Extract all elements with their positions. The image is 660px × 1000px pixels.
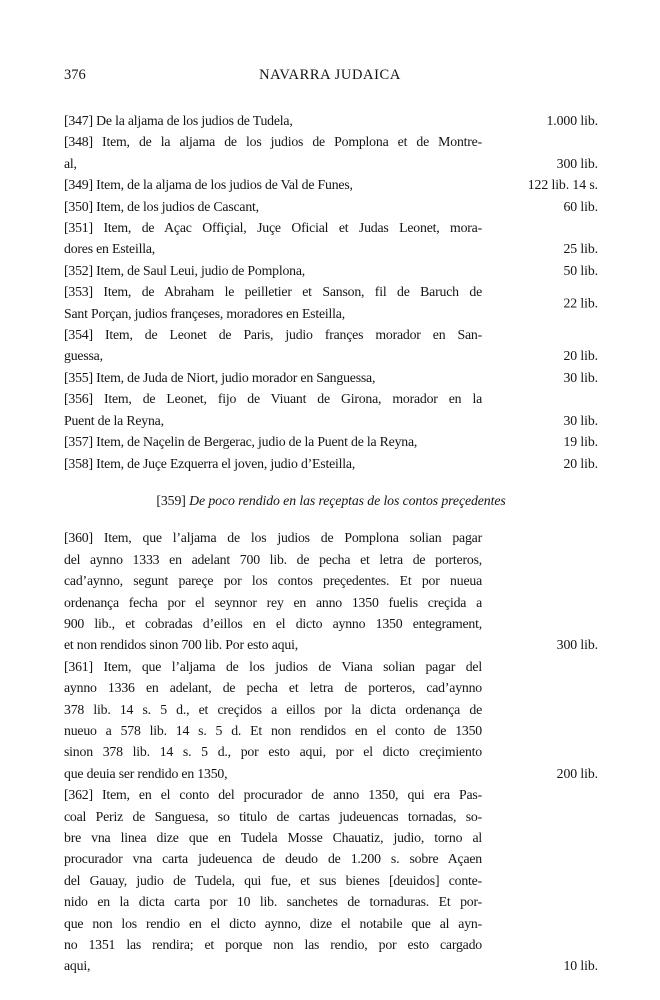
entry-text <box>64 217 482 260</box>
entry-text <box>64 527 482 655</box>
entry-line: bre vna linea dize que en Tudela Mosse Chauatiz, judio, torno al <box>64 830 482 845</box>
entry-356 <box>64 388 598 431</box>
entry-text <box>64 453 482 474</box>
entry-line: guessa, <box>64 348 103 364</box>
entry-amount: 50 lib. <box>563 262 598 278</box>
entry-line: [350] Item, de los judios de Cascant, <box>64 198 259 214</box>
entry-353 <box>64 281 598 324</box>
page-number: 376 <box>64 67 86 83</box>
entry-amount: 30 lib. <box>563 412 598 428</box>
entry-text <box>64 131 482 174</box>
page-header <box>0 64 660 86</box>
entry-text <box>64 281 482 324</box>
entry-357 <box>64 431 598 452</box>
entry-line: que non los rendio en el dicto aynno, dize el notabile que al ayn- <box>64 915 482 931</box>
entry-amount: 25 lib. <box>563 241 598 257</box>
entry-line: [351] Item, de Açac Offiçial, Juçe Oficial et Judas Leonet, mora- <box>64 220 482 236</box>
entry-349 <box>64 174 598 195</box>
entry-line: dores en Esteilla, <box>64 241 156 257</box>
entry-amount: 300 lib. <box>556 155 598 171</box>
entry-text <box>64 324 482 367</box>
entry-line: Sant Porçan, judios françeses, moradores en Esteilla, <box>64 305 345 321</box>
entry-line: no 1351 las rendira; et porque non las rendio, por esto cargado <box>64 937 482 953</box>
page-content <box>64 110 598 977</box>
entry-line: [356] Item, de Leonet, fijo de Viuant de Girona, morador en la <box>64 391 482 407</box>
section-heading-title: De poco rendido en las reçeptas de los contos preçedentes <box>189 492 506 508</box>
entry-361 <box>64 656 598 784</box>
section-heading <box>64 490 598 511</box>
entry-351 <box>64 217 598 260</box>
entry-line: [348] Item, de la aljama de los judios de Pomplona et de Montre- <box>64 134 482 150</box>
section-heading-number: [359] <box>156 492 186 508</box>
entry-line: 900 lib., et cobradas d’eillos en el dicto aynno 1350 entegrament, <box>64 615 482 631</box>
entry-line: 378 lib. 14 s. 5 d., et creçidos a eillos por la dicta ordenança de <box>64 701 482 717</box>
receipts-list <box>64 110 598 474</box>
notes-list <box>64 527 598 977</box>
entry-line: del Gauay, judio de Tudela, qui fue, et sus bienes [deuidos] conte- <box>64 872 482 888</box>
entry-line: cad’aynno, segunt pareçe por los contos preçedentes. Et por nueua <box>64 573 482 589</box>
entry-text <box>64 431 482 452</box>
entry-text <box>64 110 482 131</box>
entry-amount: 20 lib. <box>563 455 598 471</box>
entry-line: [347] De la aljama de los judios de Tudela, <box>64 113 293 128</box>
entry-line: nido en la dicta carta por 10 lib. sanchetes de tornaduras. Et por- <box>64 894 482 910</box>
entry-362 <box>64 784 598 977</box>
entry-line: al, <box>64 155 77 171</box>
entry-amount: 19 lib. <box>563 434 598 450</box>
entry-line: que deuia ser rendido en 1350, <box>64 765 228 781</box>
entry-line: [357] Item, de Naçelin de Bergerac, judio de la Puent de la Reyna, <box>64 434 418 450</box>
entry-347 <box>64 110 598 131</box>
entry-amount: 1.000 lib. <box>546 113 598 128</box>
entry-text <box>64 196 482 217</box>
entry-354 <box>64 324 598 367</box>
entry-line: [353] Item, de Abraham le peilletier et Sanson, fil de Baruch de <box>64 284 482 300</box>
entry-amount: 30 lib. <box>563 369 598 385</box>
entry-352 <box>64 260 598 281</box>
entry-line: del aynno 1333 en adelant 700 lib. de pecha et letra de porteros, <box>64 551 482 567</box>
entry-line: ordenança fecha por el seynnor rey en anno 1350 fuelis creçida a <box>64 594 482 610</box>
entry-amount: 60 lib. <box>563 198 598 214</box>
entry-line: [360] Item, que l’aljama de los judios de Pomplona solian pagar <box>64 530 482 546</box>
entry-350 <box>64 196 598 217</box>
entry-348 <box>64 131 598 174</box>
entry-line: [361] Item, que l’aljama de los judios de Viana solian pagar del <box>64 658 482 674</box>
entry-line: procurador vna carta judeuenca de deudo de 1.200 s. sobre Açaen <box>64 851 482 867</box>
entry-line: [355] Item, de Juda de Niort, judio morador en Sanguessa, <box>64 369 376 385</box>
entry-amount: 22 lib. <box>563 294 598 310</box>
entry-text <box>64 784 482 977</box>
entry-text <box>64 174 482 195</box>
entry-amount: 20 lib. <box>563 348 598 364</box>
entry-text <box>64 367 482 388</box>
entry-amount: 200 lib. <box>556 765 598 781</box>
entry-text <box>64 656 482 784</box>
entry-line: [349] Item, de la aljama de los judios de Val de Funes, <box>64 177 353 193</box>
entry-line: aynno 1336 en adelant, de pecha et letra de porteros, cad’aynno <box>64 680 482 696</box>
entry-line: nueuo a 578 lib. 14 s. 5 d. Et non rendidos en el conto de 1350 <box>64 722 482 738</box>
entry-355 <box>64 367 598 388</box>
running-title: NAVARRA JUDAICA <box>259 67 401 83</box>
entry-line: [362] Item, en el conto del procurador de anno 1350, qui era Pas- <box>64 787 482 803</box>
entry-line: aqui, <box>64 958 91 974</box>
entry-line: [354] Item, de Leonet de Paris, judio françes morador en San- <box>64 327 482 343</box>
entry-line: [358] Item, de Juçe Ezquerra el joven, judio d’Esteilla, <box>64 455 356 471</box>
entry-line: Puent de la Reyna, <box>64 412 164 428</box>
entry-line: et non rendidos sinon 700 lib. Por esto aqui, <box>64 637 298 653</box>
entry-358 <box>64 453 598 474</box>
entry-amount: 122 lib. 14 s. <box>527 177 598 193</box>
entry-text <box>64 260 482 281</box>
entry-360 <box>64 527 598 655</box>
entry-line: coal Periz de Sanguesa, so titulo de cartas judeuencas tornadas, so- <box>64 808 482 824</box>
entry-amount: 300 lib. <box>556 637 598 653</box>
entry-line: [352] Item, de Saul Leui, judio de Pomplona, <box>64 262 306 278</box>
entry-text <box>64 388 482 431</box>
entry-line: sinon 378 lib. 14 s. 5 d., por esto aqui, por el dicto creçimiento <box>64 744 482 760</box>
entry-amount: 10 lib. <box>563 958 598 974</box>
